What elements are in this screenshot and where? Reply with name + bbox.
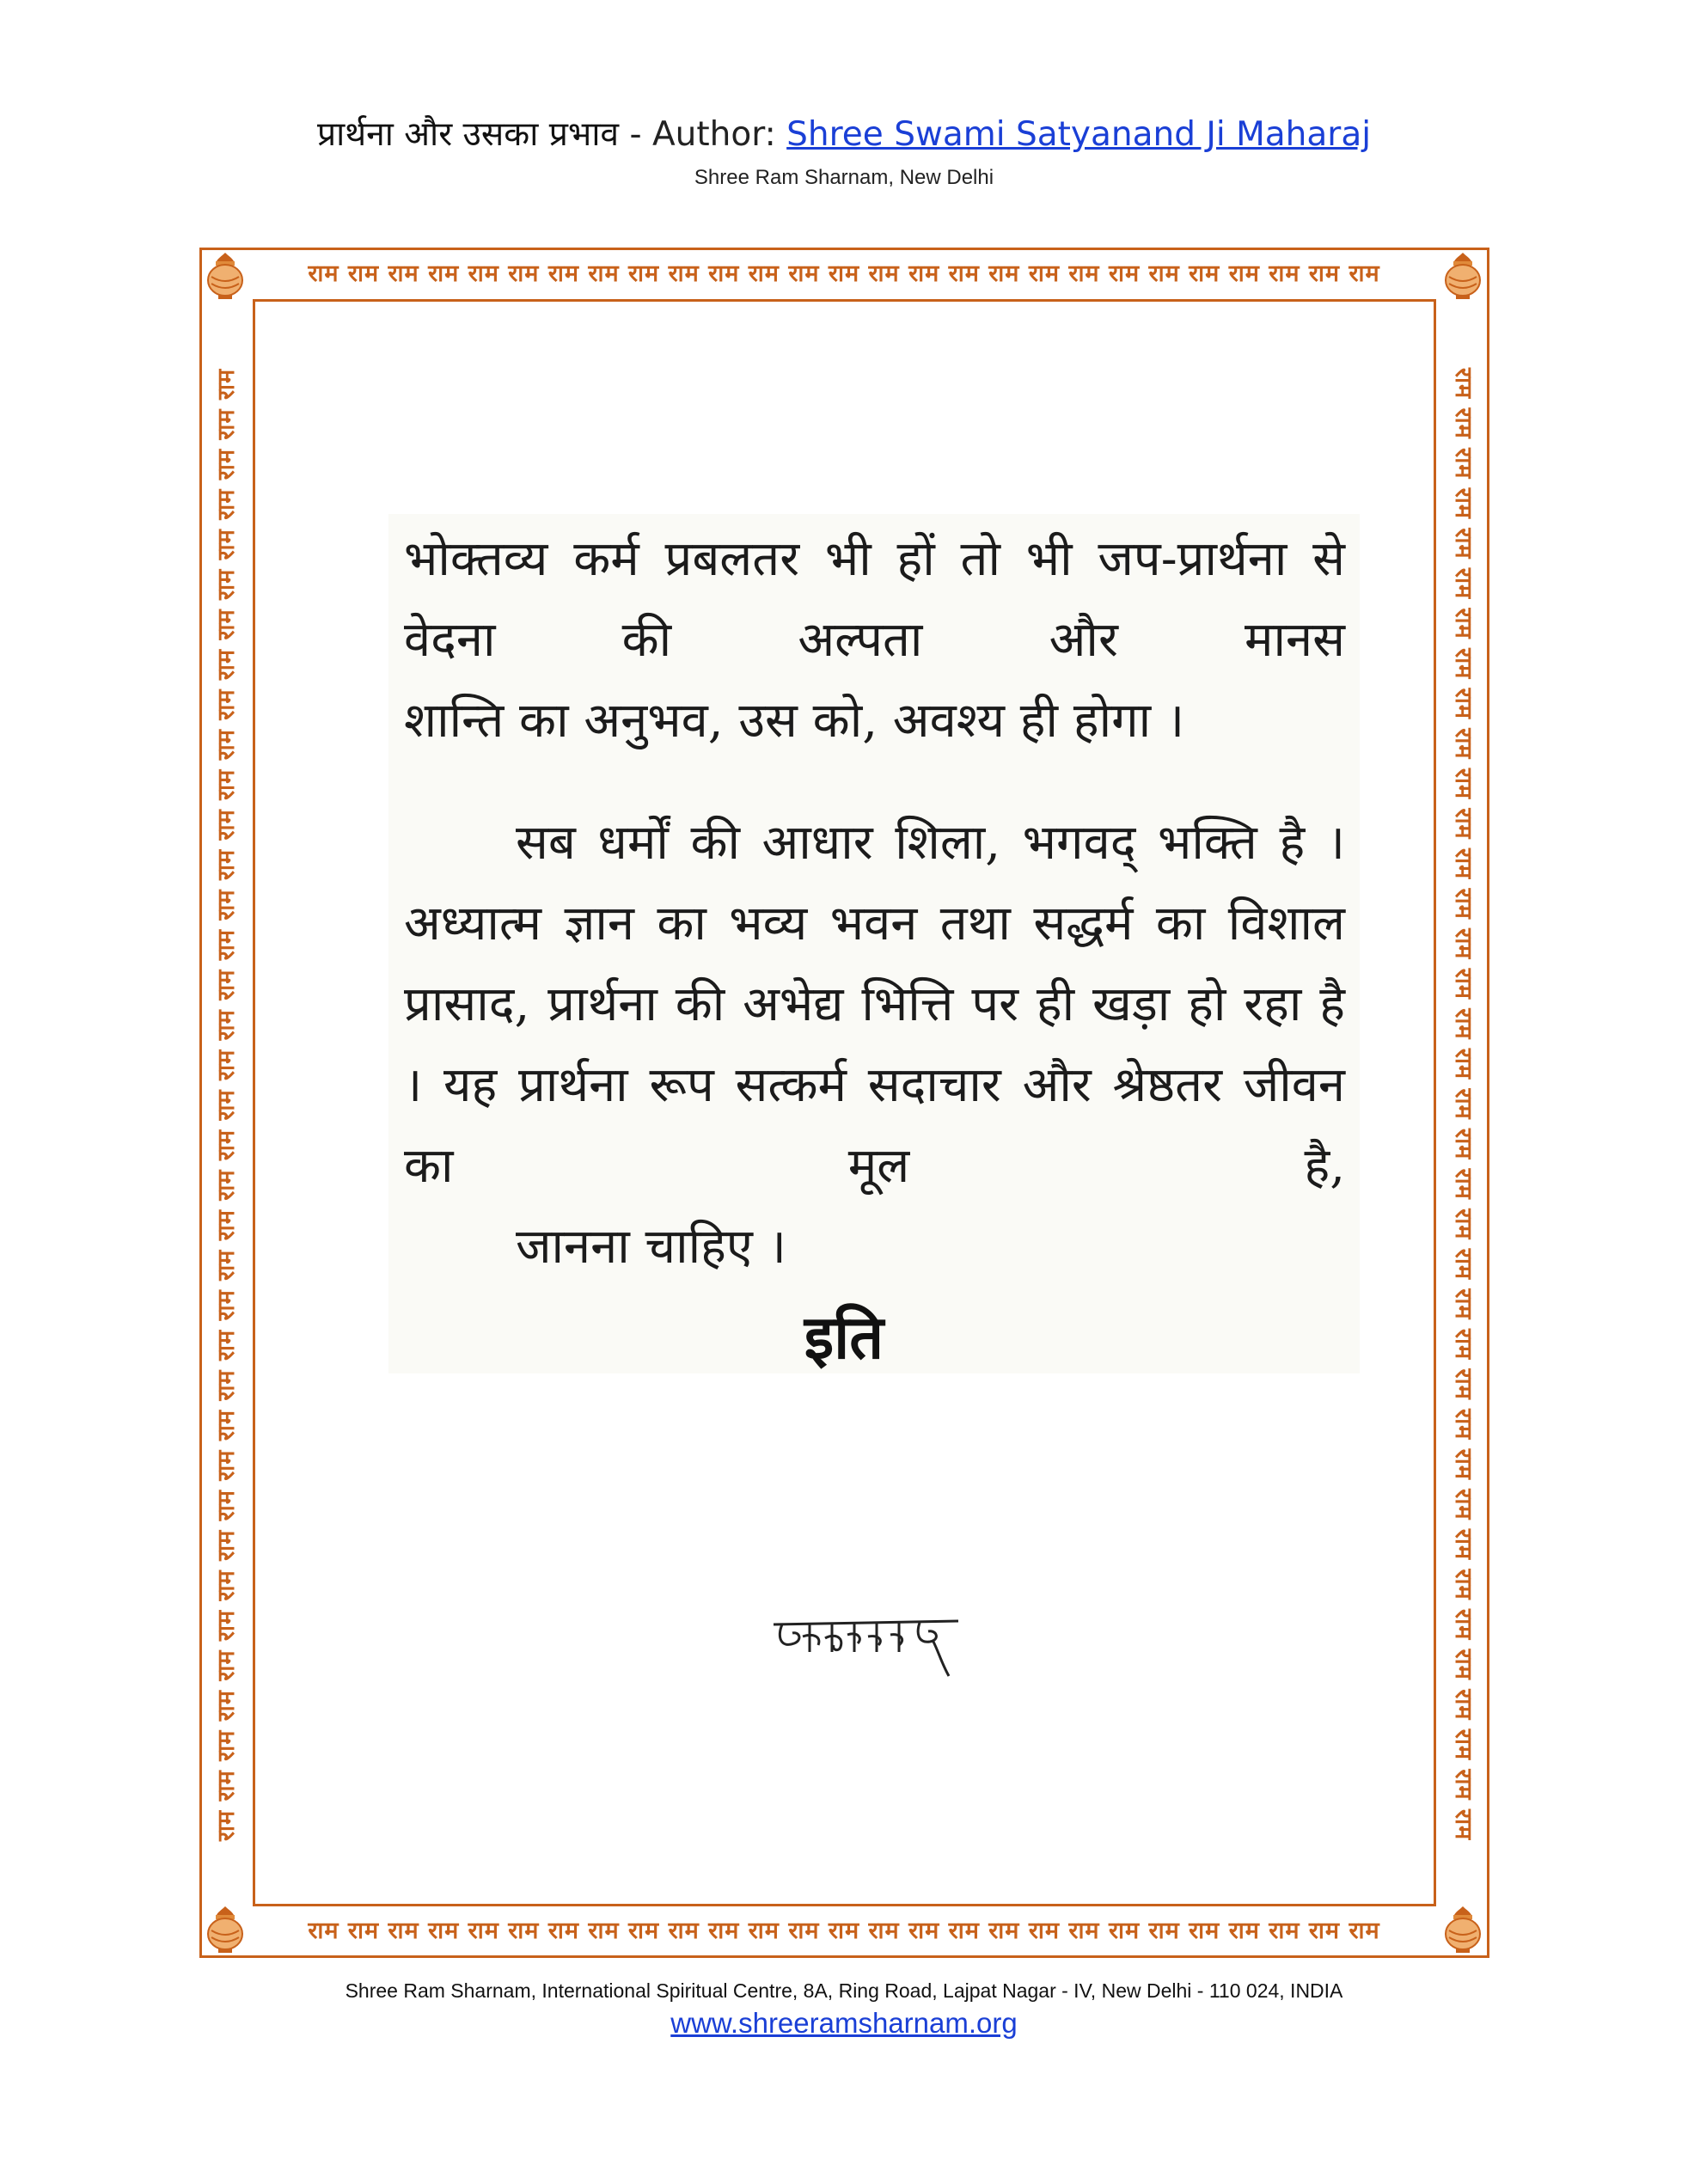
footer-website (0, 2007, 1688, 2040)
border-ram-bottom: राम राम राम राम राम राम राम राम राम राम राम राम राम राम राम राम राम राम राम राम राम राम राम राम राम राम राम (308, 1918, 1380, 1944)
border-ram-left: राम राम राम राम राम राम राम राम राम राम राम राम राम राम राम राम राम राम राम राम राम राम राम राम राम राम राम राम राम राम राम राम राम राम राम राम राम (213, 368, 240, 1841)
kalash-icon (1440, 249, 1485, 301)
kalash-icon (1440, 1903, 1485, 1955)
title-hindi: प्रार्थना और उसका प्रभाव (316, 115, 620, 154)
document-title (0, 110, 1688, 156)
footer-address: Shree Ram Sharnam, International Spiritual Centre, 8A, Ring Road, Lajpat Nagar - IV, New Delhi - 110 024, INDIA (345, 1979, 1343, 2002)
border-ram-top: राम राम राम राम राम राम राम राम राम राम राम राम राम राम राम राम राम राम राम राम राम राम राम राम राम राम राम (308, 260, 1380, 287)
paragraph-1-text: भोक्तव्य कर्म प्रबलतर भी हों तो भी जप-प्रार्थना से वेदना की अल्पता और मानस (404, 531, 1345, 668)
paragraph-2-last-line: जानना चाहिए । (516, 1219, 786, 1275)
signature-satyanand (765, 1599, 971, 1685)
paragraph-1-last-line: शान्ति का अनुभव, उस को, अवश्य ही होगा । (404, 693, 1185, 749)
website-link[interactable]: www.shreeramsharnam.org (670, 2007, 1018, 2039)
paragraph-2-text: सब धर्मों की आधार शिला, भगवद् भक्ति है । अध्यात्म ज्ञान का भव्य भवन तथा सद्धर्म का विशाल प्रासाद, प्रार्थना की अभेद्य भित्ति पर ही खड़ा हो रहा है । यह प्रार्थना रूप सत्कर्म सदाचार और श्रेष्ठतर जीवन का मूल है, (404, 815, 1345, 1194)
author-prefix: - Author: (619, 115, 787, 154)
kalash-icon (203, 1903, 248, 1955)
kalash-icon (203, 249, 248, 301)
header-subtitle: Shree Ram Sharnam, New Delhi (694, 166, 994, 189)
paragraph-2 (404, 803, 1345, 1288)
paragraph-1 (404, 519, 1345, 762)
iti-closing: इति (804, 1302, 884, 1373)
border-ram-right: राम राम राम राम राम राम राम राम राम राम राम राम राम राम राम राम राम राम राम राम राम राम राम राम राम राम राम राम राम राम राम राम राम राम राम राम राम (1450, 368, 1477, 1841)
author-link[interactable]: Shree Swami Satyanand Ji Maharaj (786, 115, 1372, 154)
